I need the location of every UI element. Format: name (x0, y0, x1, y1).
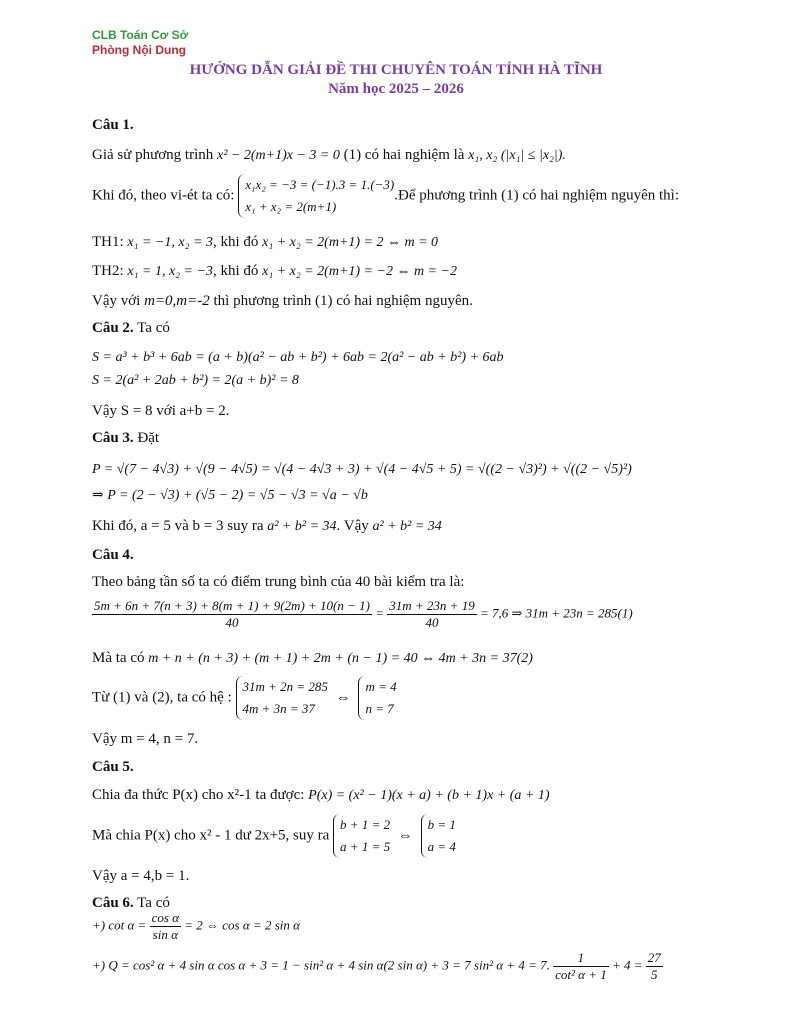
q5-system-1-eq1: b + 1 = 2 (340, 817, 391, 832)
q1-case1 (92, 234, 438, 251)
q1-line2 (92, 174, 679, 218)
q2-heading: Câu 2. (92, 320, 134, 336)
q3-conclusion-eq2: a² + b² = 34 (372, 519, 442, 534)
q4-fraction-2 (387, 598, 476, 631)
q3-conclusion (92, 518, 442, 535)
q2-line2: S = 2(a² + 2ab + b²) = 2(a + b)² = 8 (92, 373, 299, 388)
q1-case2-mid: , khi đó (212, 263, 259, 279)
q1-case2-roots: x₁ = 1, x₂ = −3 (127, 264, 213, 279)
q4-system-1-eq2: 4m + 3n = 37 (242, 701, 315, 716)
q1-line1-text: Giả sử phương trình (92, 147, 214, 163)
q3-intro: Đặt (137, 430, 160, 446)
q4-system-2 (358, 676, 396, 720)
q4-fraction-1 (92, 598, 372, 631)
q4-system-2-eq2: n = 7 (365, 701, 394, 716)
q3-conclusion-eq: a² + b² = 34 (267, 519, 337, 534)
q3-line2: ⇒ P = (2 − √3) + (√5 − 2) = √5 − √3 = √a − √b (92, 488, 368, 503)
q1-case1-mid: , khi đó (212, 234, 259, 250)
q5-system-2 (421, 814, 456, 858)
q1-equation: x² − 2(m+1)x − 3 = 0 (217, 148, 340, 163)
q6-line1 (92, 910, 300, 943)
q4-equals: = (375, 605, 385, 621)
q3-heading: Câu 3. (92, 430, 134, 446)
q1-conclusion-a: Vậy với (92, 293, 141, 309)
q4-fraction-1-num: 5m + 6n + 7(n + 3) + 8(m + 1) + 9(2m) + 10(n − 1) (94, 598, 370, 613)
q1-case1-result: x₁ + x₂ = 2(m+1) = 2 ⇔ m = 0 (262, 235, 439, 250)
department-name: Phòng Nội Dung (92, 43, 186, 57)
q1-conclusion-b: thì phương trình (1) có hai nghiệm nguyên. (213, 293, 473, 309)
q6-line1-pre: +) cot α = (92, 917, 147, 933)
q4-fraction-2-num: 31m + 23n + 19 (389, 598, 475, 613)
q1-vieta-system (238, 174, 394, 218)
q6-line2-mid: + 4 = (611, 957, 643, 973)
q6-line1-fraction (150, 910, 181, 943)
q4-fraction-2-den: 40 (425, 615, 439, 630)
q1-case2-label: TH2: (92, 263, 124, 279)
q5-conclusion: Vậy a = 4,b = 1. (92, 868, 190, 884)
q6-line2-result (646, 950, 663, 983)
q5-system-1-eq2: a + 1 = 5 (340, 839, 391, 854)
q6-line2-den: cot² α + 1 (555, 967, 607, 982)
q6-line2 (92, 950, 663, 983)
q4-heading: Câu 4. (92, 547, 134, 563)
q5-iff: ⇔ (397, 827, 413, 844)
document-title: HƯỚNG DẪN GIẢI ĐỀ THI CHUYÊN TOÁN TỈNH HÀ TĨNH (189, 62, 603, 78)
q1-roots: x₁, x₂ (|x₁| ≤ |x₂|). (468, 148, 566, 163)
q6-line1-post: = 2 ⇔ cos α = 2 sin α (184, 917, 300, 933)
q4-mean-equation (92, 598, 633, 631)
q6-line1-num: cos α (151, 910, 179, 925)
q5-line1-eq: P(x) = (x² − 1)(x + a) + (b + 1)x + (a + 1) (308, 788, 550, 803)
q6-intro: Ta có (137, 895, 170, 911)
q1-vieta-product: x₁x₂ = −3 = (−1).3 = 1.(−3) (245, 177, 395, 192)
q6-line2-fraction (553, 950, 609, 983)
q5-line1-text: Chia đa thức P(x) cho x²-1 ta được: (92, 787, 305, 803)
q4-line2 (92, 650, 533, 667)
q4-conclusion: Vậy m = 4, n = 7. (92, 731, 199, 747)
q5-system-text: Mà chia P(x) cho x² - 1 dư 2x+5, suy ra (92, 827, 330, 844)
q1-line2-after: .Để phương trình (1) có hai nghiệm nguyên thì: (394, 187, 680, 204)
q4-system-line (92, 676, 397, 720)
q6-heading: Câu 6. (92, 895, 134, 911)
q5-system-2-eq1: b = 1 (427, 817, 456, 832)
q4-line2-text: Mà ta có (92, 650, 145, 666)
q4-system-1-eq1: 31m + 2n = 285 (242, 679, 328, 694)
q4-iff: ⇔ (335, 689, 351, 706)
q5-line1 (92, 787, 550, 804)
club-name: CLB Toán Cơ Sở (92, 28, 189, 42)
q1-heading: Câu 1. (92, 117, 134, 133)
q4-system-text: Từ (1) và (2), ta có hệ : (92, 689, 232, 706)
q4-system-1 (236, 676, 328, 720)
q2-header (92, 320, 170, 337)
q5-system-line (92, 814, 456, 858)
q1-line1 (92, 147, 566, 164)
q1-vieta-sum: x₁ + x₂ = 2(m+1) (245, 199, 337, 214)
q1-conclusion-values: m=0,m=-2 (144, 293, 210, 309)
q1-case1-roots: x₁ = −1, x₂ = 3 (127, 235, 213, 250)
q4-system-2-eq1: m = 4 (365, 679, 397, 694)
q1-case2-result: x₁ + x₂ = 2(m+1) = −2 ⇔ m = −2 (262, 264, 457, 279)
q4-fraction-1-den: 40 (225, 615, 239, 630)
q5-system-2-eq2: a = 4 (427, 839, 456, 854)
q1-line1-mid: (1) có hai nghiệm là (343, 147, 465, 163)
q5-system-1 (333, 814, 390, 858)
q6-line2-result-num: 27 (647, 950, 661, 965)
q3-conclusion-b: . Vậy (336, 518, 369, 534)
q3-line1: P = √(7 − 4√3) + √(9 − 4√5) = √(4 − 4√3 + 3) + √(4 − 4√5 + 5) = √((2 − √3)²) + √((2 − √5)²) (92, 462, 632, 477)
document-year: Năm học 2025 – 2026 (328, 81, 464, 97)
q4-line2-eq: m + n + (n + 3) + (m + 1) + 2m + (n − 1) = 40 ⇔ 4m + 3n = 37(2) (148, 651, 533, 666)
q1-conclusion (92, 293, 473, 310)
q6-line2-num: 1 (553, 950, 609, 967)
q2-conclusion: Vậy S = 8 với a+b = 2. (92, 403, 230, 419)
q4-equation-tail: = 7,6 ⇒ 31m + 23n = 285(1) (479, 605, 633, 621)
q6-line2-result-den: 5 (651, 967, 658, 982)
q1-line2-text: Khi đó, theo vi-ét ta có: (92, 187, 235, 204)
q3-conclusion-a: Khi đó, a = 5 và b = 3 suy ra (92, 518, 264, 534)
q6-line2-pre: +) Q = cos² α + 4 sin α cos α + 3 = 1 − sin² α + 4 sin α(2 sin α) + 3 = 7 sin² α + 4 = 7. (92, 957, 550, 973)
q5-heading: Câu 5. (92, 759, 134, 775)
q3-header (92, 430, 159, 447)
q4-intro: Theo bảng tần số ta có điểm trung bình của 40 bài kiểm tra là: (92, 574, 465, 590)
q2-intro: Ta có (137, 320, 170, 336)
q1-case1-label: TH1: (92, 234, 124, 250)
q6-line1-den: sin α (152, 927, 178, 942)
q2-line1: S = a³ + b³ + 6ab = (a + b)(a² − ab + b²) + 6ab = 2(a² − ab + b²) + 6ab (92, 350, 504, 365)
q1-case2 (92, 263, 457, 280)
